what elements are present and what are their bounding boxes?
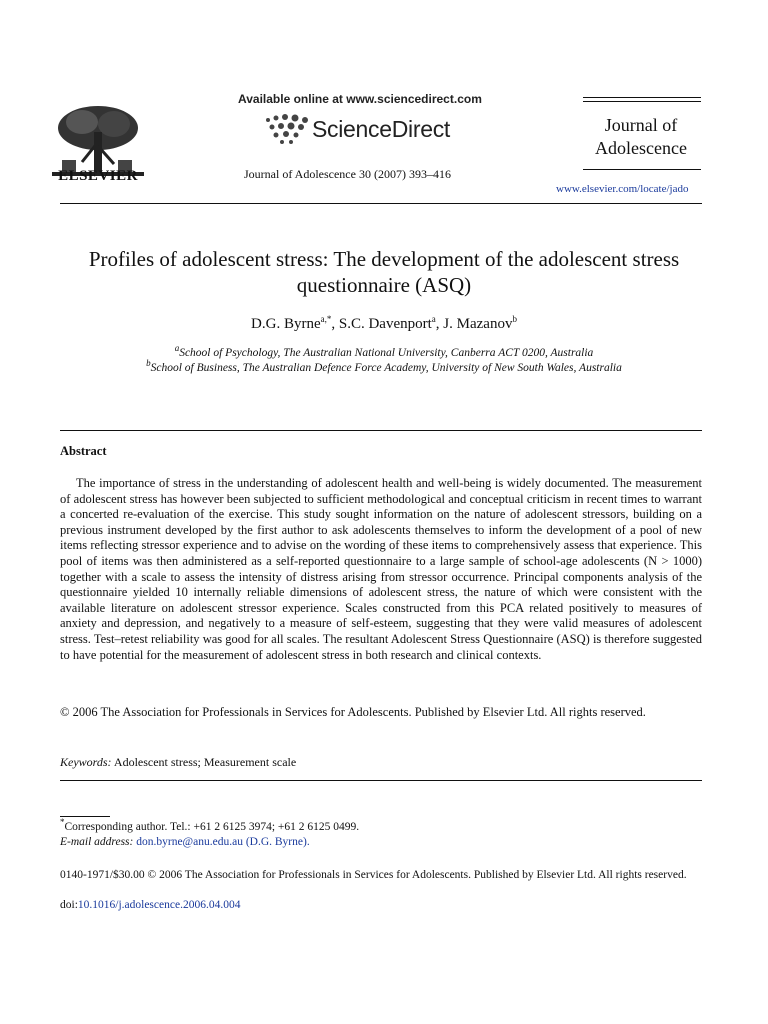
doi-line <box>60 899 240 911</box>
abstract-copyright: © 2006 The Association for Professionals in Services for Adolescents. Published by Elsevier Ltd. All rights reserved. <box>60 705 646 719</box>
journal-name <box>585 114 697 160</box>
corresponding-mark: * <box>60 817 65 828</box>
abstract-body: The importance of stress in the understanding of adolescent health and well-being is widely documented. The measurement of adolescent stress has however been subjected to sufficient methodological and conceptual criticism in recent times to warrant a concerted re-evaluation of the exercise. This study sought information on the nature of adolescent stressors, building on a previous instrument developed by the first author to ask adolescents themselves to inform the development of a pool of new items reflecting stressor experience and to advise on the wording of these items to comprehensively assess that experience. This pool of items was then administered as a self-reported questionnaire to a large sample of school-age adolescents (N > 1000) together with a scale to assess the intensity of distress arising from stressor occurrence. Principal components analysis of the questionnaire yielded 10 internally reliable dimensions of adolescent stress, the nature of which were consistent with the available literature on adolescent stressor experience. Scales constructed from this PCA related positively to measures of anxiety and depression, and negatively to a measure of self-esteem, suggesting that they were valid measures of adolescent stress. Test–retest reliability was good for all scales. The resultant Adolescent Stress Questionnaire (ASQ) is therefore suggested to have potential for the measurement of adolescent stress in both research and clinical contexts. <box>60 476 702 662</box>
publisher-name: ELSEVIER <box>58 168 138 184</box>
author-list <box>40 316 728 333</box>
journal-citation: Journal of Adolescence 30 (2007) 393–416 <box>244 167 451 181</box>
author-byrne: D.G. Byrne <box>251 316 321 332</box>
corresponding-text: Corresponding author. Tel.: +61 2 6125 3974; +61 2 6125 0499. <box>64 821 360 833</box>
keywords-value: Adolescent stress; Measurement scale <box>113 755 297 769</box>
affiliation-b-mark: b <box>146 358 151 369</box>
author-mazanov: , J. Mazanov <box>435 316 513 332</box>
affiliation-a <box>40 343 728 359</box>
article-title: Profiles of adolescent stress: The development of the adolescent stress questionnaire (ASQ) <box>88 247 680 297</box>
journal-top-rule-1 <box>583 97 701 98</box>
journal-top-rule-2 <box>583 101 701 102</box>
sciencedirect-wordmark: ScienceDirect <box>312 116 450 142</box>
author-byrne-affiliation-mark: a,* <box>320 314 332 324</box>
keywords-label: Keywords: <box>60 755 112 769</box>
sciencedirect-dots-icon <box>262 112 312 146</box>
abstract-heading: Abstract <box>60 444 107 458</box>
journal-name-line1: Journal of <box>604 115 678 135</box>
doi-link[interactable]: 10.1016/j.adolescence.2006.04.004 <box>77 899 241 911</box>
abstract-bottom-rule <box>60 780 702 781</box>
email-label: E-mail address: <box>60 836 134 848</box>
affiliation-a-mark: a <box>174 343 180 354</box>
affiliation-b-text: School of Business, The Australian Defence Force Academy, University of New South Wales, Australia <box>150 362 622 374</box>
journal-name-line2: Adolescence <box>595 138 687 158</box>
available-online-text: Available online at www.sciencedirect.com <box>238 92 482 106</box>
email-note <box>60 836 310 848</box>
doi-label: doi: <box>60 899 78 911</box>
footnote-rule <box>60 816 110 817</box>
journal-bottom-rule <box>583 169 701 170</box>
author-mazanov-affiliation-mark: b <box>512 314 517 324</box>
author-davenport-affiliation-mark: a <box>431 314 436 324</box>
journal-url-link[interactable]: www.elsevier.com/locate/jado <box>556 183 689 195</box>
author-davenport: , S.C. Davenport <box>331 316 432 332</box>
affiliation-b <box>40 358 728 374</box>
header-divider <box>60 203 702 204</box>
issn-copyright-note: 0140-1971/$30.00 © 2006 The Association for Professionals in Services for Adolescents. Published by Elsevier Ltd. All rights reserved. <box>60 869 687 881</box>
affiliation-a-text: School of Psychology, The Australian National University, Canberra ACT 0200, Australia <box>179 347 594 359</box>
email-link[interactable]: don.byrne@anu.edu.au (D.G. Byrne). <box>136 836 310 848</box>
keywords-line <box>60 755 296 770</box>
abstract-top-rule <box>60 430 702 431</box>
corresponding-author-note <box>60 817 360 833</box>
